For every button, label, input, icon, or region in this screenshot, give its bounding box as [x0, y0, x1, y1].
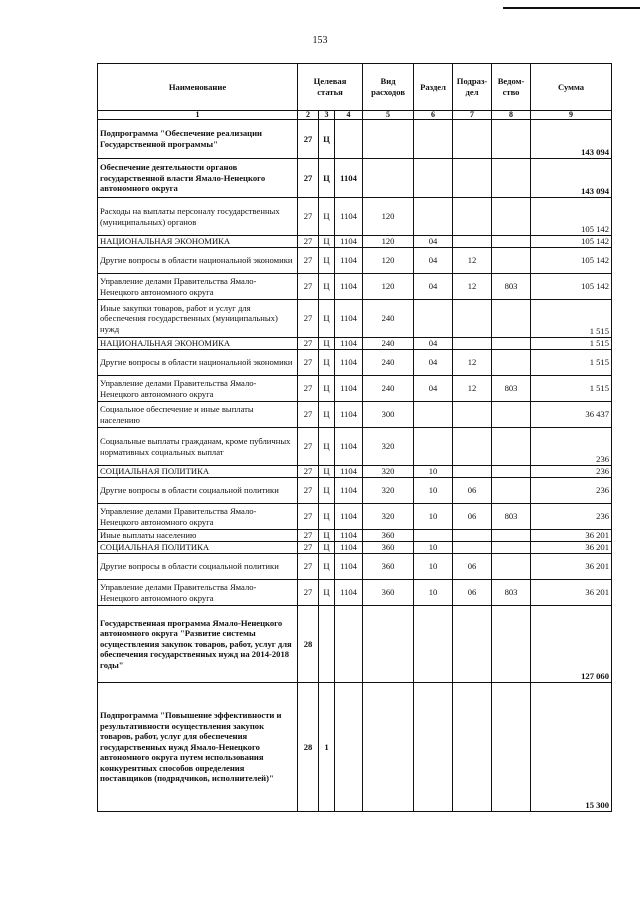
expense-type-cell: 360: [363, 580, 414, 606]
target-code-cell: 1104: [335, 478, 363, 504]
expense-type-cell: [363, 159, 414, 198]
target-code-cell: 1104: [335, 376, 363, 402]
target-subprogram-cell: [319, 606, 335, 683]
table-row: [98, 466, 612, 478]
target-subprogram-cell: Ц: [319, 530, 335, 542]
target-program-cell: 27: [298, 198, 319, 236]
sum-cell: 1 515: [531, 376, 612, 402]
expense-type-cell: 320: [363, 478, 414, 504]
subsection-cell: [453, 683, 492, 812]
table-row: [98, 554, 612, 580]
section-cell: [414, 606, 453, 683]
dept-cell: [492, 606, 531, 683]
expense-type-cell: [363, 120, 414, 159]
dept-cell: 803: [492, 580, 531, 606]
subsection-cell: 12: [453, 376, 492, 402]
sum-cell: 1 515: [531, 338, 612, 350]
section-cell: [414, 530, 453, 542]
section-cell: 10: [414, 542, 453, 554]
target-program-cell: 27: [298, 159, 319, 198]
sum-cell: 36 201: [531, 580, 612, 606]
table-row: [98, 530, 612, 542]
target-subprogram-cell: Ц: [319, 428, 335, 466]
name-cell: Управление делами Правительства Ямало-Ненецкого автономного округа: [98, 580, 298, 606]
subsection-cell: [453, 542, 492, 554]
dept-cell: [492, 542, 531, 554]
subsection-cell: [453, 428, 492, 466]
column-number: 2: [298, 111, 319, 120]
name-cell: НАЦИОНАЛЬНАЯ ЭКОНОМИКА: [98, 236, 298, 248]
table-row: [98, 428, 612, 466]
name-cell: НАЦИОНАЛЬНАЯ ЭКОНОМИКА: [98, 338, 298, 350]
page-number: 153: [312, 35, 328, 46]
expense-type-cell: 320: [363, 428, 414, 466]
subsection-cell: [453, 120, 492, 159]
subsection-cell: [453, 236, 492, 248]
dept-cell: [492, 198, 531, 236]
subsection-cell: 06: [453, 580, 492, 606]
sum-cell: 1 515: [531, 350, 612, 376]
table-row: [98, 376, 612, 402]
header-name: Наименование: [98, 64, 298, 111]
name-cell: Управление делами Правительства Ямало-Ненецкого автономного округа: [98, 274, 298, 300]
target-program-cell: 27: [298, 478, 319, 504]
table-row: [98, 198, 612, 236]
section-cell: [414, 300, 453, 338]
subsection-cell: [453, 606, 492, 683]
dept-cell: [492, 350, 531, 376]
sum-cell: 15 300: [531, 683, 612, 812]
target-program-cell: 27: [298, 248, 319, 274]
target-code-cell: 1104: [335, 466, 363, 478]
target-subprogram-cell: Ц: [319, 504, 335, 530]
target-program-cell: 28: [298, 606, 319, 683]
target-subprogram-cell: Ц: [319, 478, 335, 504]
dept-cell: [492, 300, 531, 338]
section-cell: 04: [414, 338, 453, 350]
expense-type-cell: 120: [363, 236, 414, 248]
dept-cell: [492, 683, 531, 812]
expense-type-cell: 120: [363, 274, 414, 300]
target-program-cell: 27: [298, 580, 319, 606]
target-program-cell: 27: [298, 120, 319, 159]
section-cell: 04: [414, 248, 453, 274]
dept-cell: [492, 478, 531, 504]
section-cell: 04: [414, 274, 453, 300]
target-subprogram-cell: 1: [319, 683, 335, 812]
column-number: 5: [363, 111, 414, 120]
header-row: [98, 64, 612, 111]
table-row: [98, 274, 612, 300]
column-number: 4: [335, 111, 363, 120]
dept-cell: [492, 466, 531, 478]
target-code-cell: 1104: [335, 542, 363, 554]
name-cell: Другие вопросы в области национальной экономики: [98, 248, 298, 274]
sum-cell: 105 142: [531, 248, 612, 274]
dept-cell: [492, 530, 531, 542]
sum-cell: 36 201: [531, 542, 612, 554]
name-cell: Государственная программа Ямало-Ненецкого автономного округа "Развитие системы осуществления закупок товаров, работ, услуг для обеспечения государственных нужд на 2014-2018 годы": [98, 606, 298, 683]
target-code-cell: 1104: [335, 580, 363, 606]
target-program-cell: 27: [298, 554, 319, 580]
header-sum: Сумма: [531, 64, 612, 111]
target-program-cell: 27: [298, 376, 319, 402]
target-subprogram-cell: Ц: [319, 580, 335, 606]
sum-cell: 143 094: [531, 120, 612, 159]
table-body: [98, 120, 612, 812]
target-code-cell: 1104: [335, 236, 363, 248]
dept-cell: 803: [492, 376, 531, 402]
target-subprogram-cell: Ц: [319, 466, 335, 478]
target-subprogram-cell: Ц: [319, 402, 335, 428]
column-number-row: [98, 111, 612, 120]
target-program-cell: 27: [298, 236, 319, 248]
column-number: 9: [531, 111, 612, 120]
target-code-cell: 1104: [335, 300, 363, 338]
expense-type-cell: 360: [363, 554, 414, 580]
expense-type-cell: 360: [363, 530, 414, 542]
sum-cell: 105 142: [531, 236, 612, 248]
name-cell: Управление делами Правительства Ямало-Ненецкого автономного округа: [98, 504, 298, 530]
dept-cell: [492, 120, 531, 159]
dept-cell: [492, 402, 531, 428]
target-code-cell: 1104: [335, 554, 363, 580]
sum-cell: 236: [531, 504, 612, 530]
sum-cell: 127 060: [531, 606, 612, 683]
table-row: [98, 338, 612, 350]
target-subprogram-cell: Ц: [319, 300, 335, 338]
name-cell: СОЦИАЛЬНАЯ ПОЛИТИКА: [98, 542, 298, 554]
target-subprogram-cell: Ц: [319, 120, 335, 159]
section-cell: 10: [414, 580, 453, 606]
target-program-cell: 27: [298, 530, 319, 542]
table-row: [98, 606, 612, 683]
column-number: 8: [492, 111, 531, 120]
name-cell: Иные закупки товаров, работ и услуг для обеспечения государственных (муниципальных) нужд: [98, 300, 298, 338]
header-dept: Ведом-ство: [492, 64, 531, 111]
section-cell: [414, 159, 453, 198]
target-subprogram-cell: Ц: [319, 274, 335, 300]
section-cell: [414, 683, 453, 812]
expense-type-cell: 240: [363, 376, 414, 402]
table-row: [98, 683, 612, 812]
subsection-cell: 06: [453, 554, 492, 580]
target-program-cell: 27: [298, 428, 319, 466]
expense-type-cell: 240: [363, 350, 414, 376]
subsection-cell: [453, 159, 492, 198]
subsection-cell: 06: [453, 478, 492, 504]
header-type: Вид расходов: [363, 64, 414, 111]
expense-type-cell: [363, 683, 414, 812]
target-subprogram-cell: Ц: [319, 248, 335, 274]
section-cell: 04: [414, 350, 453, 376]
subsection-cell: [453, 466, 492, 478]
section-cell: 10: [414, 466, 453, 478]
table-row: [98, 350, 612, 376]
target-code-cell: [335, 120, 363, 159]
target-code-cell: 1104: [335, 504, 363, 530]
sum-cell: 143 094: [531, 159, 612, 198]
section-cell: 04: [414, 236, 453, 248]
dept-cell: 803: [492, 274, 531, 300]
section-cell: [414, 198, 453, 236]
budget-table: [97, 63, 612, 812]
name-cell: Социальное обеспечение и иные выплаты населению: [98, 402, 298, 428]
table-row: [98, 478, 612, 504]
subsection-cell: 12: [453, 350, 492, 376]
dept-cell: [492, 236, 531, 248]
header-subsection: Подраз-дел: [453, 64, 492, 111]
expense-type-cell: 360: [363, 542, 414, 554]
name-cell: Подпрограмма "Обеспечение реализации Государственной программы": [98, 120, 298, 159]
table-row: [98, 580, 612, 606]
target-code-cell: 1104: [335, 350, 363, 376]
target-program-cell: 27: [298, 300, 319, 338]
table-row: [98, 504, 612, 530]
table-row: [98, 120, 612, 159]
sum-cell: 36 201: [531, 554, 612, 580]
target-subprogram-cell: Ц: [319, 236, 335, 248]
target-code-cell: 1104: [335, 402, 363, 428]
expense-type-cell: 300: [363, 402, 414, 428]
target-program-cell: 27: [298, 466, 319, 478]
header-section: Раздел: [414, 64, 453, 111]
subsection-cell: [453, 530, 492, 542]
column-number: 1: [98, 111, 298, 120]
subsection-cell: 06: [453, 504, 492, 530]
name-cell: СОЦИАЛЬНАЯ ПОЛИТИКА: [98, 466, 298, 478]
subsection-cell: [453, 338, 492, 350]
target-subprogram-cell: Ц: [319, 350, 335, 376]
expense-type-cell: 120: [363, 248, 414, 274]
target-subprogram-cell: Ц: [319, 159, 335, 198]
section-cell: [414, 428, 453, 466]
target-program-cell: 27: [298, 338, 319, 350]
sum-cell: 236: [531, 428, 612, 466]
target-program-cell: 27: [298, 274, 319, 300]
sum-cell: 1 515: [531, 300, 612, 338]
expense-type-cell: 240: [363, 300, 414, 338]
column-number: 7: [453, 111, 492, 120]
dept-cell: [492, 554, 531, 580]
section-cell: 10: [414, 554, 453, 580]
target-subprogram-cell: Ц: [319, 338, 335, 350]
sum-cell: 36 201: [531, 530, 612, 542]
section-cell: 04: [414, 376, 453, 402]
name-cell: Другие вопросы в области социальной политики: [98, 478, 298, 504]
section-cell: 10: [414, 504, 453, 530]
target-program-cell: 27: [298, 402, 319, 428]
target-code-cell: [335, 683, 363, 812]
dept-cell: 803: [492, 504, 531, 530]
name-cell: Расходы на выплаты персоналу государственных (муниципальных) органов: [98, 198, 298, 236]
subsection-cell: 12: [453, 248, 492, 274]
target-code-cell: 1104: [335, 428, 363, 466]
sum-cell: 236: [531, 478, 612, 504]
table-row: [98, 402, 612, 428]
section-cell: [414, 402, 453, 428]
target-code-cell: 1104: [335, 530, 363, 542]
sum-cell: 105 142: [531, 274, 612, 300]
expense-type-cell: 320: [363, 504, 414, 530]
table-row: [98, 236, 612, 248]
target-subprogram-cell: Ц: [319, 542, 335, 554]
expense-type-cell: 320: [363, 466, 414, 478]
name-cell: Управление делами Правительства Ямало-Ненецкого автономного округа: [98, 376, 298, 402]
name-cell: Другие вопросы в области национальной экономики: [98, 350, 298, 376]
target-program-cell: 27: [298, 542, 319, 554]
column-number: 3: [319, 111, 335, 120]
sum-cell: 105 142: [531, 198, 612, 236]
table-row: [98, 248, 612, 274]
dept-cell: [492, 428, 531, 466]
name-cell: Иные выплаты населению: [98, 530, 298, 542]
subsection-cell: [453, 300, 492, 338]
subsection-cell: [453, 198, 492, 236]
section-cell: [414, 120, 453, 159]
target-program-cell: 28: [298, 683, 319, 812]
target-code-cell: 1104: [335, 159, 363, 198]
name-cell: Другие вопросы в области социальной политики: [98, 554, 298, 580]
target-subprogram-cell: Ц: [319, 376, 335, 402]
header-target: Целевая статья: [298, 64, 363, 111]
expense-type-cell: [363, 606, 414, 683]
table-row: [98, 542, 612, 554]
subsection-cell: [453, 402, 492, 428]
target-program-cell: 27: [298, 504, 319, 530]
expense-type-cell: 120: [363, 198, 414, 236]
name-cell: Подпрограмма "Повышение эффективности и результативности осуществления закупок товаров, работ, услуг для обеспечения государственных нужд Ямало-Ненецкого автономного округа путем использования конкурентных способов определения поставщиков (подрядчиков, исполнителей)": [98, 683, 298, 812]
target-code-cell: 1104: [335, 338, 363, 350]
dept-cell: [492, 248, 531, 274]
scan-edge-mark: [503, 7, 640, 9]
expense-type-cell: 240: [363, 338, 414, 350]
name-cell: Социальные выплаты гражданам, кроме публичных нормативных социальных выплат: [98, 428, 298, 466]
dept-cell: [492, 338, 531, 350]
table-row: [98, 300, 612, 338]
section-cell: 10: [414, 478, 453, 504]
target-subprogram-cell: Ц: [319, 554, 335, 580]
table-row: [98, 159, 612, 198]
target-program-cell: 27: [298, 350, 319, 376]
target-code-cell: 1104: [335, 274, 363, 300]
column-number: 6: [414, 111, 453, 120]
target-subprogram-cell: Ц: [319, 198, 335, 236]
subsection-cell: 12: [453, 274, 492, 300]
sum-cell: 236: [531, 466, 612, 478]
target-code-cell: [335, 606, 363, 683]
target-code-cell: 1104: [335, 198, 363, 236]
name-cell: Обеспечение деятельности органов государственной власти Ямало-Ненецкого автономного округа: [98, 159, 298, 198]
target-code-cell: 1104: [335, 248, 363, 274]
sum-cell: 36 437: [531, 402, 612, 428]
dept-cell: [492, 159, 531, 198]
